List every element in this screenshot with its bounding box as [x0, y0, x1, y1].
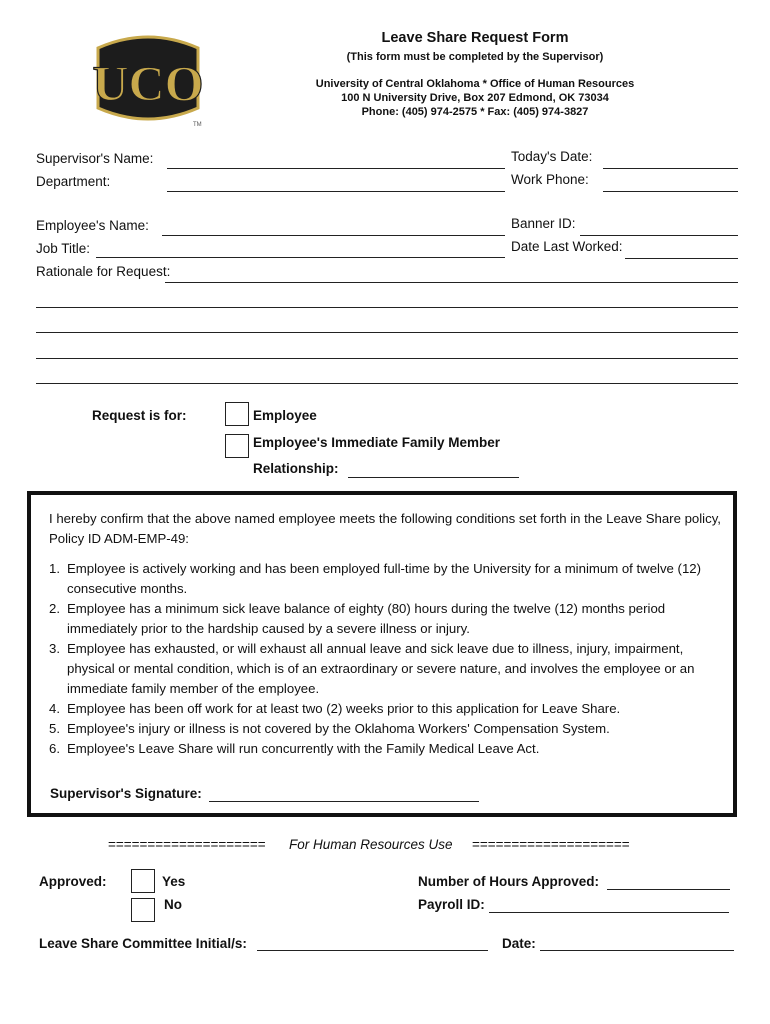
- banner-id-field[interactable]: [580, 235, 738, 236]
- department-field[interactable]: [167, 191, 505, 192]
- approved-label: Approved:: [39, 874, 107, 889]
- rationale-line-4[interactable]: [36, 358, 738, 359]
- hours-approved-label: Number of Hours Approved:: [418, 874, 600, 889]
- payroll-id-field[interactable]: [489, 912, 729, 913]
- rationale-line-3[interactable]: [36, 332, 738, 333]
- relationship-field[interactable]: [348, 477, 519, 478]
- condition-item: 6. Employee's Leave Share will run concurrently with the Family Medical Leave Act.: [49, 741, 540, 756]
- uco-logo: [92, 26, 204, 130]
- employee-option-label: Employee: [253, 408, 317, 423]
- date-last-worked-label: Date Last Worked:: [511, 239, 623, 254]
- condition-item: 3. Employee has exhausted, or will exhaust all annual leave and sick leave due to illness, injury, impairment, physical or mental condition, which is of an extraordinary or severe nature, and involves the employee or an immediate family member of the employee.: [49, 641, 695, 696]
- condition-item: 4. Employee has been off work for at least two (2) weeks prior to this application for Leave Share.: [49, 701, 621, 716]
- relationship-label: Relationship:: [253, 461, 339, 476]
- department-label: Department:: [36, 174, 111, 189]
- employee-name-label: Employee's Name:: [36, 218, 149, 233]
- hr-date-label: Date:: [502, 936, 536, 951]
- payroll-id-label: Payroll ID:: [418, 897, 485, 912]
- org-address: 100 N University Drive, Box 207 Edmond, OK 73034: [341, 92, 609, 104]
- rationale-line-5[interactable]: [36, 383, 738, 384]
- job-title-label: Job Title:: [36, 241, 91, 256]
- form-subtitle: (This form must be completed by the Supervisor): [346, 51, 604, 63]
- hr-date-field[interactable]: [540, 950, 734, 951]
- org-phone: Phone: (405) 974-2575 * Fax: (405) 974-3827: [361, 106, 589, 118]
- employee-checkbox[interactable]: [225, 402, 249, 426]
- supervisor-signature-field[interactable]: [209, 801, 479, 802]
- approved-no-checkbox[interactable]: [131, 898, 155, 922]
- form-title: Leave Share Request Form: [381, 30, 569, 46]
- supervisor-name-field[interactable]: [167, 168, 505, 169]
- work-phone-field[interactable]: [603, 191, 738, 192]
- org-name: University of Central Oklahoma * Office of Human Resources: [315, 78, 635, 90]
- todays-date-field[interactable]: [603, 168, 738, 169]
- approved-yes-label: Yes: [162, 874, 186, 889]
- rationale-line-1[interactable]: [165, 282, 738, 283]
- conditions-list: [49, 559, 729, 759]
- confirmation-box: [27, 491, 737, 817]
- family-member-option-label: Employee's Immediate Family Member: [253, 435, 501, 450]
- condition-item: 1. Employee is actively working and has been employed full-time by the University for a minimum of twelve (12) consecutive months.: [49, 561, 701, 596]
- hr-heading: For Human Resources Use: [289, 837, 453, 852]
- rationale-label: Rationale for Request:: [36, 264, 171, 279]
- work-phone-label: Work Phone:: [511, 172, 589, 187]
- committee-initials-label: Leave Share Committee Initial/s:: [39, 936, 247, 951]
- request-for-label: Request is for:: [92, 408, 187, 423]
- svg-text:TM: TM: [193, 122, 202, 128]
- rationale-line-2[interactable]: [36, 307, 738, 308]
- supervisor-name-label: Supervisor's Name:: [36, 151, 154, 166]
- logo-lettering: UCO: [92, 55, 204, 111]
- todays-date-label: Today's Date:: [511, 149, 593, 164]
- hours-approved-field[interactable]: [607, 889, 730, 890]
- committee-initials-field[interactable]: [257, 950, 488, 951]
- date-last-worked-field[interactable]: [625, 258, 738, 259]
- family-member-checkbox[interactable]: [225, 434, 249, 458]
- approved-no-label: No: [164, 897, 182, 912]
- employee-name-field[interactable]: [162, 235, 505, 236]
- hr-separator-right: ====================: [472, 837, 630, 852]
- job-title-field[interactable]: [96, 257, 505, 258]
- banner-id-label: Banner ID:: [511, 216, 576, 231]
- confirmation-intro: I hereby confirm that the above named employee meets the following conditions set forth in the Leave Share policy, Policy ID ADM-EMP-49:: [49, 511, 721, 546]
- approved-yes-checkbox[interactable]: [131, 869, 155, 893]
- supervisor-signature-label: Supervisor's Signature:: [50, 786, 202, 801]
- hr-separator-left: ====================: [108, 837, 266, 852]
- condition-item: 2. Employee has a minimum sick leave balance of eighty (80) hours during the twelve (12) months period immediately prior to the hardship caused by a severe illness or injury.: [49, 601, 666, 636]
- condition-item: 5. Employee's injury or illness is not covered by the Oklahoma Workers' Compensation System.: [49, 721, 610, 736]
